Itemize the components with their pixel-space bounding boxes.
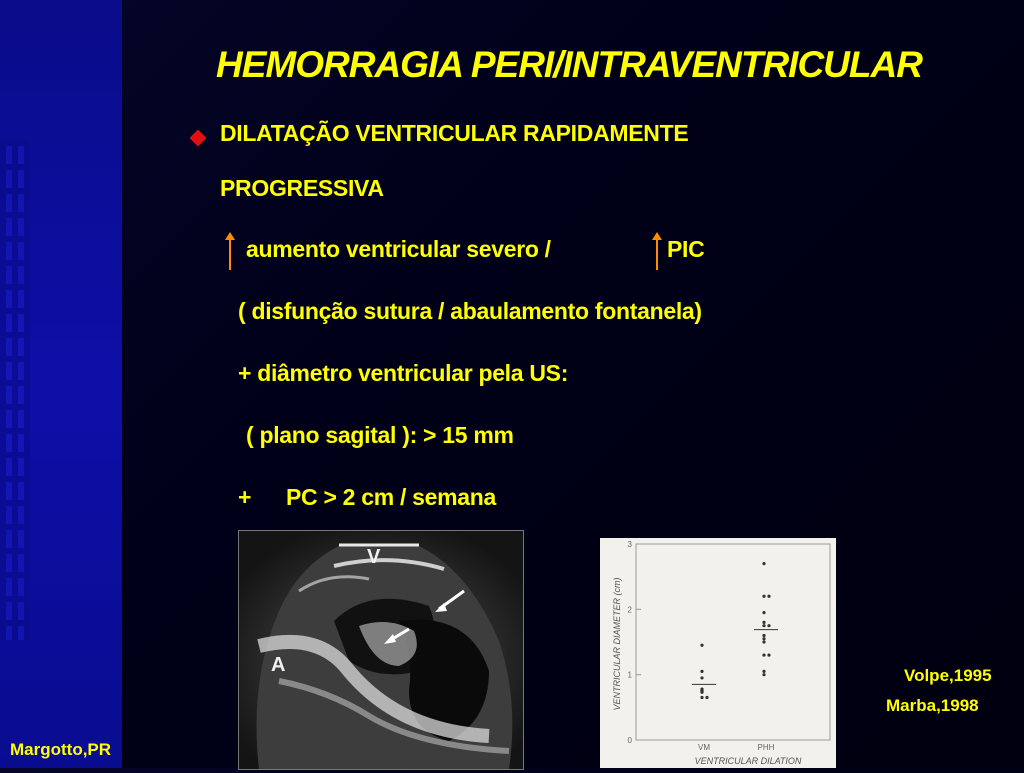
data-point: [700, 696, 703, 699]
up-arrow-icon: [224, 232, 236, 270]
us-label-v: V: [367, 546, 381, 568]
data-point: [762, 637, 765, 640]
y-tick-label: 1: [627, 670, 632, 680]
increase-text: aumento ventricular severo /: [246, 236, 551, 262]
data-point: [767, 624, 770, 627]
author-credit: Margotto,PR: [10, 740, 112, 759]
diameter-text: + diâmetro ventricular pela US:: [238, 360, 569, 386]
x-category-label: PHH: [757, 743, 775, 752]
data-point: [762, 611, 765, 614]
decorative-squares: [0, 140, 30, 640]
us-label-a: A: [271, 654, 286, 676]
ultrasound-image: [238, 530, 524, 770]
up-arrow-icon: [651, 232, 663, 270]
y-tick-label: 2: [627, 605, 632, 615]
x-category-label: VM: [698, 743, 710, 752]
data-point: [762, 624, 765, 627]
data-point: [762, 670, 765, 673]
chart-xlabel: VENTRICULAR DILATION: [694, 756, 802, 766]
reference-marba: Marba,1998: [886, 696, 979, 715]
data-point: [762, 640, 765, 643]
data-point: [700, 676, 703, 679]
bullet-line-2: PROGRESSIVA: [220, 175, 384, 201]
slide-title: HEMORRAGIA PERI/INTRAVENTRICULAR: [216, 44, 922, 85]
data-point: [762, 621, 765, 624]
y-tick-label: 0: [627, 736, 632, 745]
diamond-bullet-icon: [190, 130, 207, 147]
bullet-line-1: DILATAÇÃO VENTRICULAR RAPIDAMENTE: [220, 120, 689, 146]
chart-ylabel: VENTRICULAR DIAMETER (cm): [612, 577, 622, 711]
pic-text: PIC: [667, 236, 705, 262]
y-tick-label: 3: [627, 540, 632, 549]
scatter-chart: [600, 538, 836, 768]
sagittal-text: ( plano sagital ): > 15 mm: [246, 422, 514, 448]
data-point: [705, 696, 708, 699]
data-point: [762, 562, 765, 565]
dysfunction-text: ( disfunção sutura / abaulamento fontanela): [238, 298, 702, 324]
plot-frame: [636, 544, 830, 740]
data-point: [700, 644, 703, 647]
data-point: [767, 595, 770, 598]
pc-plus: +: [238, 484, 252, 510]
data-point: [762, 634, 765, 637]
data-point: [762, 653, 765, 656]
data-point: [762, 595, 765, 598]
data-point: [700, 670, 703, 673]
data-point: [762, 673, 765, 676]
pc-text: PC > 2 cm / semana: [286, 484, 497, 510]
data-point: [767, 653, 770, 656]
data-point: [700, 691, 703, 694]
reference-volpe: Volpe,1995: [904, 666, 992, 685]
